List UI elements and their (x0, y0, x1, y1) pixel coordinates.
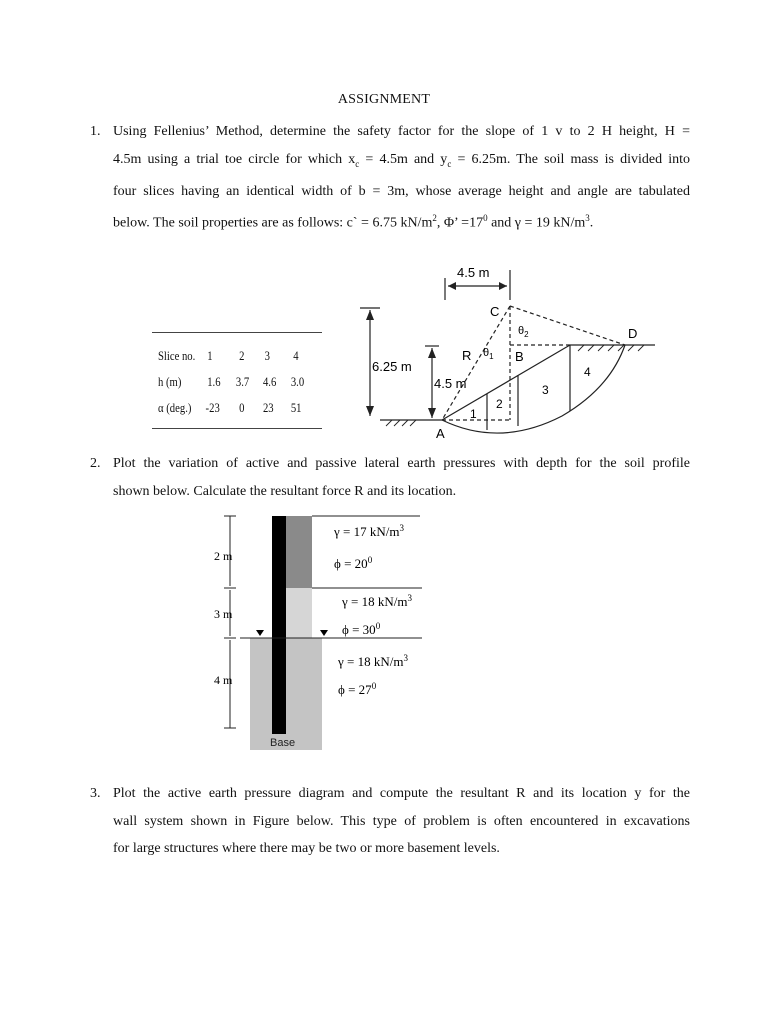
text-line: Plot the active earth pressure diagram and compute the resultant R and its location y for the (113, 786, 690, 801)
layer-1-phi: $\phi = 20^0$ (334, 555, 373, 571)
point-d-label: D (628, 326, 638, 341)
point-b-label: B (515, 349, 524, 364)
width-label: 4.5 m (457, 265, 490, 280)
point-a-label: A (436, 426, 445, 441)
depth-label: 3 m (214, 607, 233, 621)
arrow-head (428, 408, 436, 418)
water-table-icon (320, 630, 328, 636)
radius-label: R (462, 348, 472, 363)
text-line: Plot the variation of active and passive lateral earth pressures with depth for the soil profile (113, 456, 690, 471)
layer-3-gamma: γ = 18 $kN/m^3$ (338, 653, 408, 669)
depth-label: 2 m (214, 549, 233, 563)
question-number: 3. (90, 786, 101, 801)
layer-2-phi: $\phi = 30^0$ (342, 621, 381, 637)
question-text (113, 780, 690, 863)
water-table-icon (256, 630, 264, 636)
table-top-rule (152, 332, 322, 333)
height-label: 6.25 m (372, 359, 412, 374)
question-text (113, 450, 690, 505)
arrow-head (499, 282, 507, 290)
slope-figure (350, 258, 670, 443)
text-line: shown below. Calculate the resultant force R and its location. (113, 483, 457, 499)
text-line: 4.5m using a trial toe circle for which $x_c = 4.5m$ and $y_c = 6.25m$. The soil mass is divided into (113, 151, 691, 169)
question-text (113, 118, 690, 237)
theta1-label: $\theta_1$ (483, 347, 494, 361)
text-line: Using Fellenius’ Method, determine the safety factor for the slope of 1 v to 2 H height, H = (113, 124, 690, 139)
soil-layer-3 (286, 638, 312, 750)
slope-height-label: 4.5 m (434, 376, 467, 391)
table-bottom-rule (152, 428, 322, 429)
page-title: ASSIGNMENT (337, 92, 431, 107)
arrow-head (366, 310, 374, 320)
question-number: 1. (90, 124, 101, 139)
layer-3-phi: $\phi = 27^0$ (338, 681, 377, 697)
depth-label: 4 m (214, 673, 233, 687)
soil-profile-figure (200, 508, 440, 753)
layer-2-gamma: γ = 18 $kN/m^3$ (342, 593, 412, 609)
text-line: four slices having an identical width of b = 3m, whose average height and angle are tabulated (113, 183, 690, 199)
text-line: for large structures where there may be two or more basement levels. (113, 841, 500, 856)
arrow-head (428, 348, 436, 358)
layer-1-gamma: γ = 17 $kN/m^3$ (334, 523, 404, 539)
soil-layer-1 (286, 516, 312, 588)
text-line: wall system shown in Figure below. This type of problem is often encountered in excavations (113, 813, 690, 829)
point-c-label: C (490, 304, 500, 319)
slice-label-1: 1 (470, 407, 477, 421)
arrow-head (448, 282, 456, 290)
slice-label-2: 2 (496, 397, 503, 411)
slice-label-4: 4 (584, 365, 591, 379)
arrow-head (366, 406, 374, 416)
question-3 (90, 780, 690, 863)
slice-label-3: 3 (542, 383, 549, 397)
text-line: below. The soil properties are as follows: c` = 6.75 $kN/m^2$, Φ’ $=17^0$ and γ = 19 $kN/m^3$. (113, 213, 594, 231)
question-2 (90, 450, 690, 505)
retaining-wall (272, 516, 286, 734)
base-label: Base (270, 737, 296, 749)
question-number: 2. (90, 456, 101, 471)
question-1 (90, 118, 690, 237)
radius-line-d (510, 306, 625, 345)
soil-layer-2 (286, 588, 312, 638)
theta2-label: $\theta_2$ (518, 325, 529, 339)
slice-table: Slice no. 1 2 3 4 h (m) 1.6 3.7 4.6 3.0 α (deg.) -23 0 23 51 (152, 330, 324, 435)
